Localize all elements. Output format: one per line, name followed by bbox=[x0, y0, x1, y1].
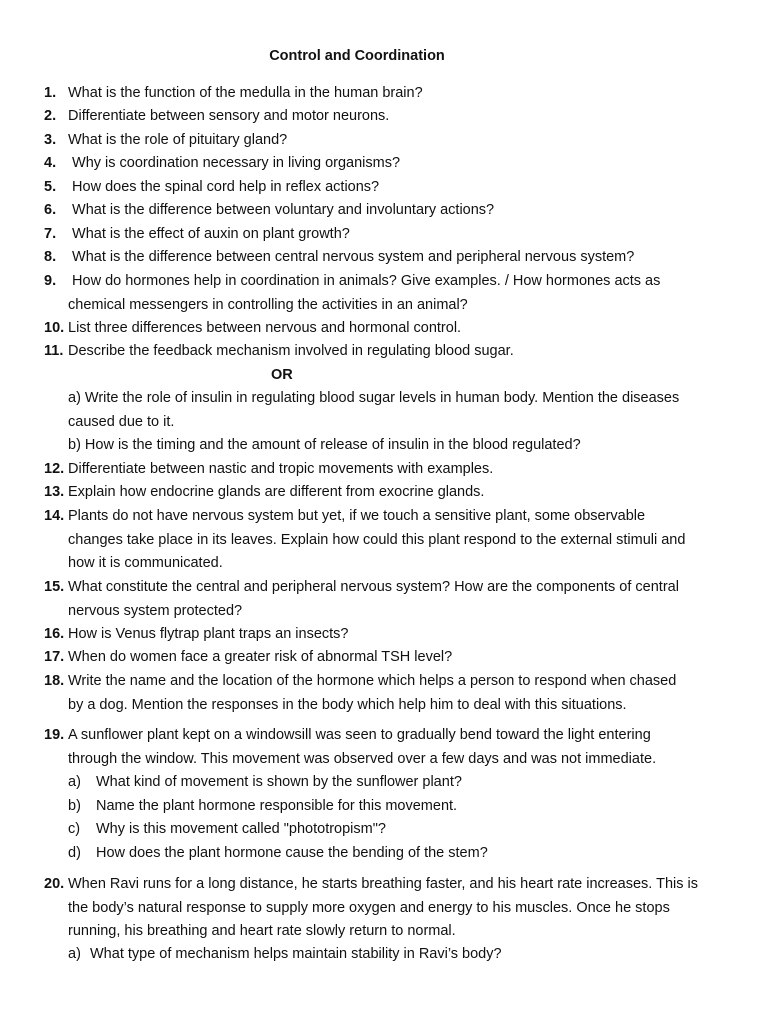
question-1: 1. What is the function of the medulla in the human brain? bbox=[44, 85, 423, 101]
question-9: 9. How do hormones help in coordination in animals? Give examples. / How hormones acts as chemical messengers in controlling the activities in an animal? bbox=[44, 273, 661, 313]
question-8: 8. What is the difference between central nervous system and peripheral nervous system? bbox=[44, 249, 635, 265]
question-19: 19. A sunflower plant kept on a windowsill was seen to gradually bend toward the light entering through the window. This movement was observed over a few days and was not immediate. bbox=[44, 727, 657, 767]
q20-sub-a: a) What type of mechanism helps maintain stability in Ravi’s body? bbox=[68, 946, 502, 962]
question-3: 3. What is the role of pituitary gland? bbox=[44, 132, 288, 148]
or-label: OR bbox=[271, 367, 293, 383]
question-15: 15. What constitute the central and peripheral nervous system? How are the components of central nervous system protected? bbox=[44, 579, 679, 619]
q19-sub-b: b) Name the plant hormone responsible for this movement. bbox=[68, 798, 458, 814]
question-14: 14. Plants do not have nervous system but yet, if we touch a sensitive plant, some observable changes take place in its leaves. Explain how could this plant respond to the external stimuli and how it is communicated. bbox=[44, 508, 686, 571]
question-18: 18. Write the name and the location of the hormone which helps a person to respond when chased by a dog. Mention the responses in the body which help him to deal with this situations. bbox=[44, 673, 677, 713]
question-6: 6. What is the difference between voluntary and involuntary actions? bbox=[44, 202, 495, 218]
question-20: 20. When Ravi runs for a long distance, he starts breathing faster, and his heart rate increases. This is the body’s natural response to supply more oxygen and energy to his muscles. Once he stops running, his breathing and heart rate slowly return to normal. bbox=[44, 876, 698, 939]
question-10: 10. List three differences between nervous and hormonal control. bbox=[44, 320, 462, 336]
question-7: 7. What is the effect of auxin on plant growth? bbox=[44, 226, 350, 242]
question-12: 12. Differentiate between nastic and tropic movements with examples. bbox=[44, 461, 494, 477]
question-4: 4. Why is coordination necessary in living organisms? bbox=[44, 155, 401, 171]
q19-sub-a: a) What kind of movement is shown by the sunflower plant? bbox=[68, 774, 462, 790]
page-title: Control and Coordination bbox=[269, 48, 445, 64]
q19-sub-d: d) How does the plant hormone cause the bending of the stem? bbox=[68, 845, 488, 861]
question-5: 5. How does the spinal cord help in reflex actions? bbox=[44, 179, 380, 195]
question-2: 2. Differentiate between sensory and motor neurons. bbox=[44, 108, 390, 124]
q19-sub-c: c) Why is this movement called "phototropism"? bbox=[68, 821, 386, 837]
question-11: 11. Describe the feedback mechanism involved in regulating blood sugar. bbox=[44, 343, 514, 359]
q11-alt-b: b) How is the timing and the amount of release of insulin in the blood regulated? bbox=[68, 437, 581, 453]
question-17: 17. When do women face a greater risk of abnormal TSH level? bbox=[44, 649, 453, 665]
question-16: 16. How is Venus flytrap plant traps an insects? bbox=[44, 626, 349, 642]
q11-alt-a: a) Write the role of insulin in regulating blood sugar levels in human body. Mention the diseases caused due to it. bbox=[68, 390, 680, 430]
question-13: 13. Explain how endocrine glands are different from exocrine glands. bbox=[44, 484, 485, 500]
